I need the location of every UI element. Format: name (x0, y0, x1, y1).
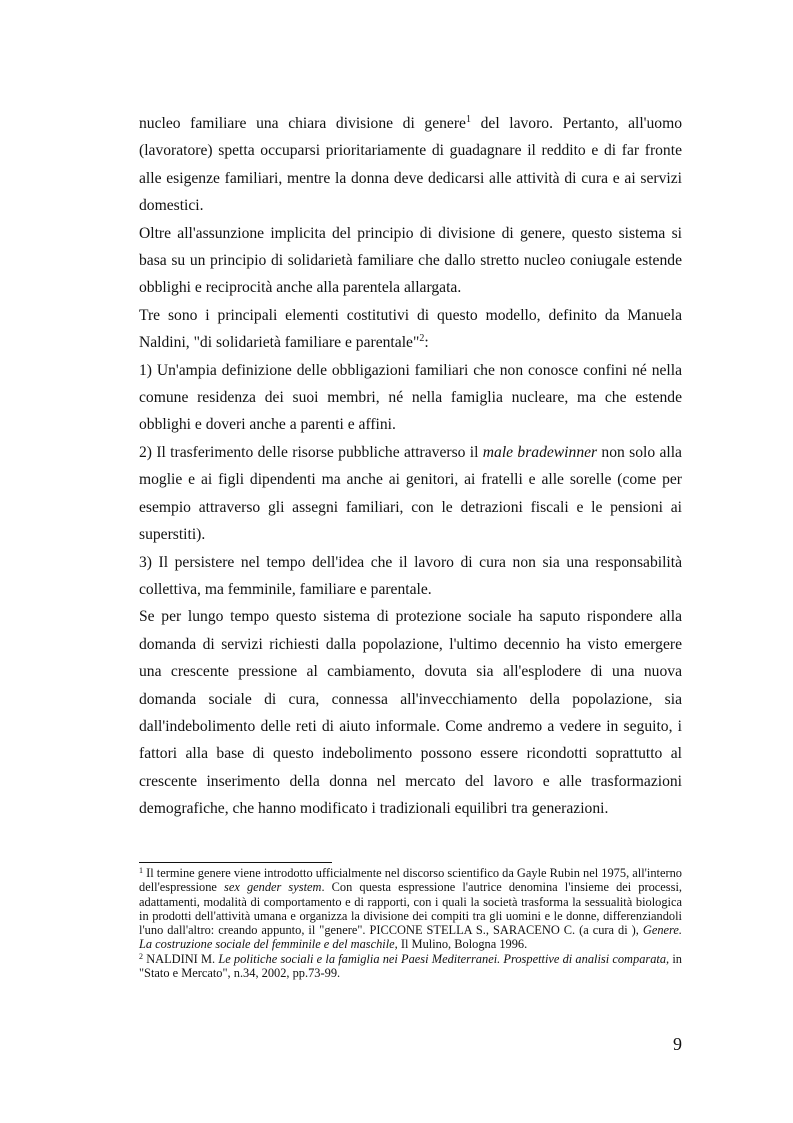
footnote-separator (139, 862, 332, 863)
italic-term: male bradewinner (482, 443, 598, 461)
footnote-2: $^2$ NALDINI M. Le politiche sociali e la famiglia nei Paesi Mediterranei. Prospettive di analisi comparata, in "Stato e Mercato", n.34, 2002, pp.73-99. (139, 951, 682, 981)
page-number: 9 (673, 1034, 682, 1054)
footnote-marker-2: 2 (139, 951, 143, 961)
paragraph-4: 1) Un'ampia definizione delle obbligazioni familiari che non conosce confini né nella comune residenza dei suoi membri, né nella famiglia nucleare, ma che estende obblighi e doveri anche a parenti e affini. (139, 361, 682, 434)
paragraph-6: 3) Il persistere nel tempo dell'idea che il lavoro di cura non sia una responsabilità collettiva, ma femminile, familiare e parentale. (139, 553, 682, 598)
body-text (139, 110, 682, 823)
footnote-marker-1: 1 (139, 866, 143, 875)
footnote-ref-2[interactable]: 2 (419, 333, 425, 345)
footnote-ref-1[interactable]: 1 (465, 114, 471, 125)
paragraph-3: Tre sono i principali elementi costitutivi di questo modello, definito da Manuela Naldini, "di solidarietà familiare e parentale"$^2$: (139, 306, 682, 352)
paragraph-1: nucleo familiare una chiara divisione di genere$^1$ del lavoro. Pertanto, all'uomo (lavoratore) spetta occuparsi prioritariamente di guadagnare il reddito e di far fronte alle esigenze familiari, mentre la donna deve dedicarsi alle attività di cura e ai servizi domestici. (139, 114, 683, 215)
paragraph-5: 2) Il trasferimento delle risorse pubbliche attraverso il male bradewinner non solo alla moglie e ai figli dipendenti ma anche ai genitori, ai fratelli e alle sorelle (come per esempio attraverso gli assegni familiari, con le detrazioni fiscali e le pensioni ai superstiti). (139, 443, 682, 544)
footnotes (139, 866, 682, 980)
paragraph-2: Oltre all'assunzione implicita del principio di divisione di genere, questo sistema si basa su un principio di solidarietà familiare che dallo stretto nucleo coniugale estende obblighi e reciprocità anche alla parentela allargata. (139, 224, 682, 297)
paragraph-7: Se per lungo tempo questo sistema di protezione sociale ha saputo rispondere alla domanda di servizi richiesti dalla popolazione, l'ultimo decennio ha visto emergere una crescente pressione al cambiamento, dovuta sia all'esplodere di una nuova domanda sociale di cura, connessa all'invecchiamento della popolazione, sia dall'indebolimento delle reti di aiuto informale. Come andremo a vedere in seguito, i fattori alla base di questo indebolimento possono essere ricondotti soprattutto al crescente inserimento della donna nel mercato del lavoro e alle trasformazioni demografiche, che hanno modificato i tradizionali equilibri tra generazioni. (139, 608, 682, 818)
footnote-1: $^1$ Il termine genere viene introdotto ufficialmente nel discorso scientifico da Gayle Rubin nel 1975, all'interno dell'espressione sex gender system. Con questa espressione l'autrice denomina l'insieme dei processi, adattamenti, modalità di comportamento e di rapporti, con i quali la società trasforma la sessualità biologica in prodotti dell'attività umana e organizza la divisione dei compiti tra gli uomini e le donne, differenziandoli l'uno dall'altro: creando appunto, il "genere". PICCONE STELLA S., SARACENO C. (a cura di ), Genere. La costruzione sociale del femminile e del maschile, Il Mulino, Bologna 1996. (139, 866, 682, 952)
